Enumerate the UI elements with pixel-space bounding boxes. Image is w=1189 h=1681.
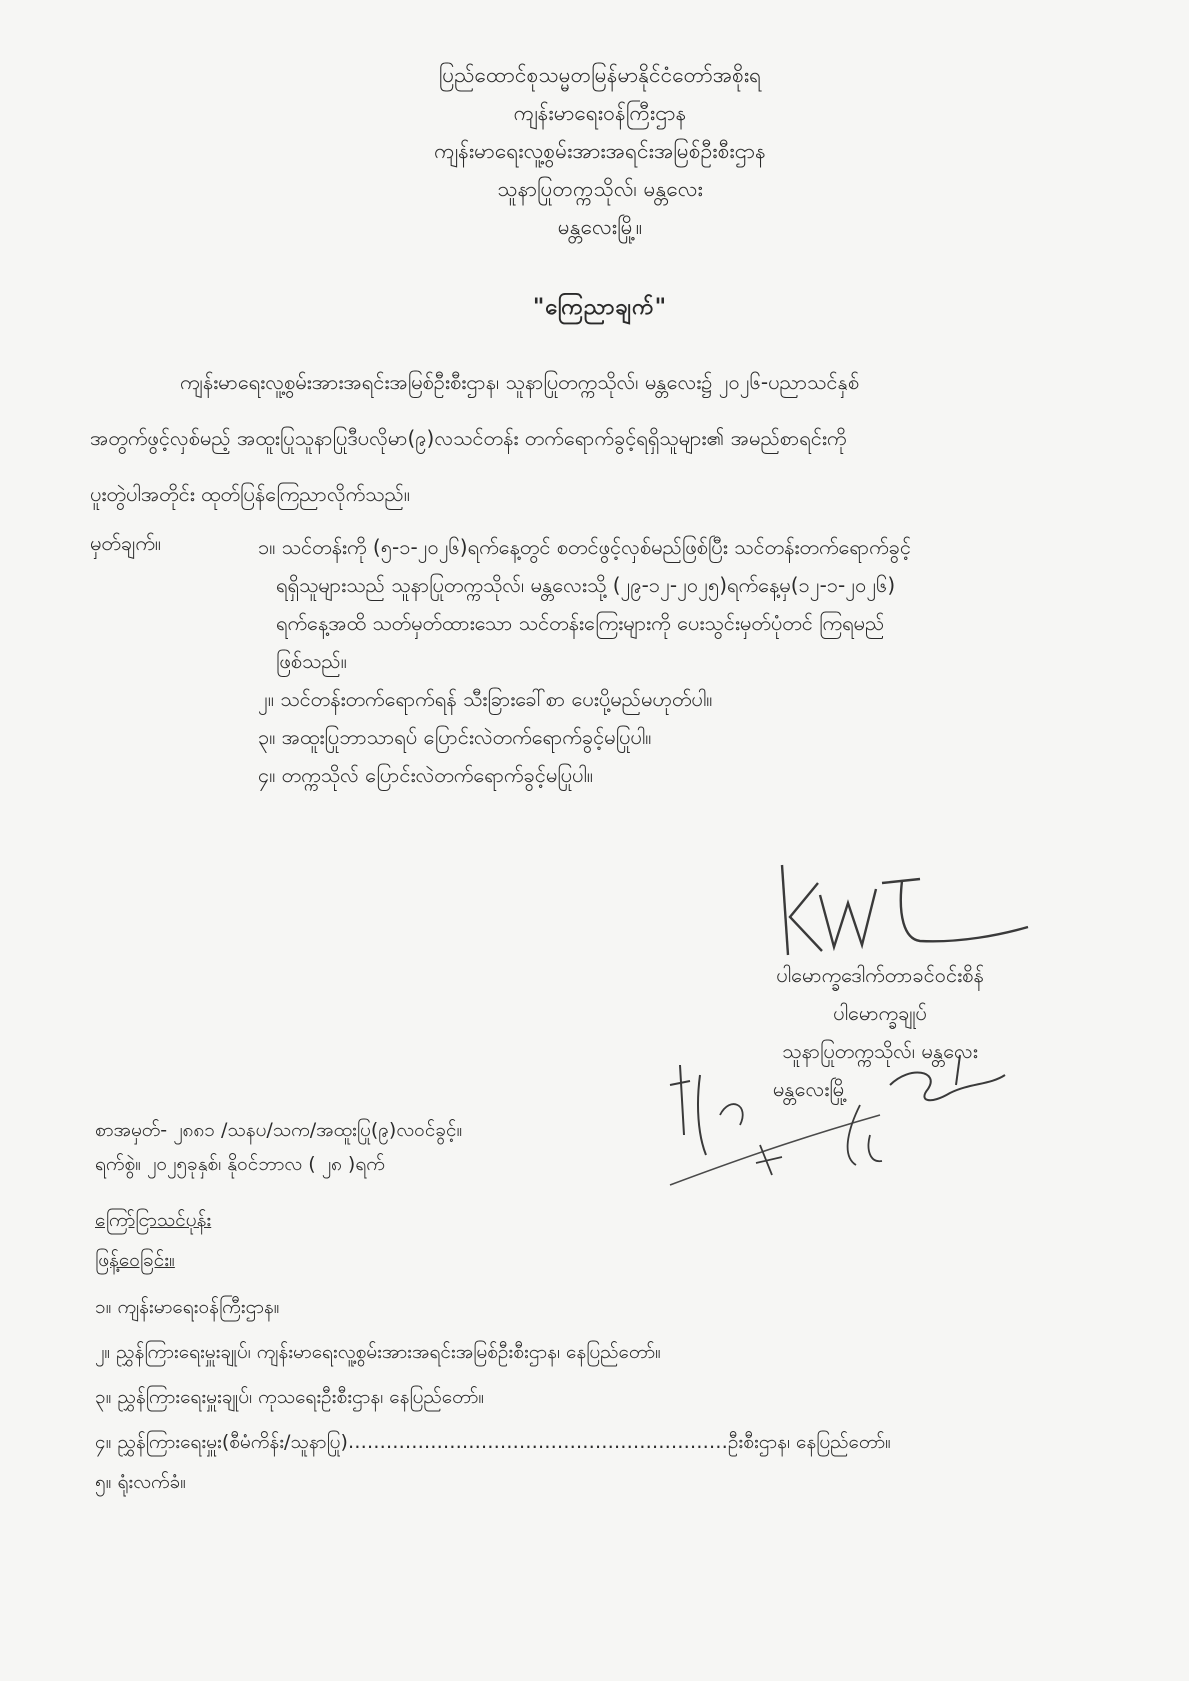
- signatory-name: ပါမောက္ခဒေါက်တာခင်ဝင်းစိန်: [776, 963, 984, 987]
- document-title: "ကြေညာချက်": [532, 295, 668, 320]
- header-department: ကျန်းမာရေးလူ့စွမ်းအားအရင်းအမြစ်ဦးစီးဌာန: [434, 139, 766, 163]
- notes-label: မှတ်ချက်။: [90, 531, 161, 555]
- letter-date: ရက်စွဲ။ ၂၀၂၅ခုနှစ်၊ နိုဝင်ဘာလ ( ၂၈ )ရက်: [95, 1153, 385, 1175]
- notice-board-heading: ကြော်ငြာသင်ပုန်း: [95, 1209, 212, 1231]
- note-1-line-4: ဖြစ်သည်။: [276, 649, 347, 673]
- signatory-city: မန္တလေးမြို့: [772, 1077, 848, 1101]
- countersignature-scribble: [660, 1045, 1040, 1195]
- note-4: ၄။ တက္ကသိုလ် ပြောင်းလဲတက်ရောက်ခွင့်မပြုပါ။: [258, 763, 593, 787]
- letter-number: စာအမှတ်- ၂၈၈၁ /သနပ/သက/အထူးပြု(၉)လဝင်ခွင့်။: [95, 1119, 463, 1141]
- paragraph-line: [90, 354, 1100, 410]
- note-2: ၂။ သင်တန်းတက်ရောက်ရန် သီးခြားခေါ်စာ ပေးပို့မည်မဟုတ်ပါ။: [258, 687, 713, 711]
- announcement-paragraph: [90, 354, 1100, 522]
- header-city: မန္တလေးမြို့။: [557, 215, 643, 239]
- header-university: သူနာပြုတက္ကသိုလ်၊ မန္တလေး: [497, 177, 703, 201]
- signature-initials: [770, 855, 1030, 965]
- distribution-heading: ဖြန့်ဝေခြင်း။: [95, 1249, 175, 1271]
- note-3: ၃။ အထူးပြုဘာသာရပ် ပြောင်းလဲတက်ရောက်ခွင့်မပြုပါ။: [258, 725, 652, 749]
- distribution-item: ၃။ ညွှန်ကြားရေးမှူးချုပ်၊ ကုသရေးဦးစီးဌာန၊ နေပြည်တော်။: [95, 1386, 485, 1408]
- paragraph-line: အတွက်ဖွင့်လှစ်မည့် အထူးပြုသူနာပြုဒီပလိုမာ(၉)လသင်တန်း တက်ရောက်ခွင့်ရရှိသူများ၏ အမည်စာရင်းကို: [90, 426, 847, 450]
- paragraph-line-1: ကျန်းမာရေးလူ့စွမ်းအားအရင်းအမြစ်ဦးစီးဌာန၊ သူနာပြုတက္ကသိုလ်၊ မန္တလေး၌ ၂၀၂၆-ပညာသင်နှစ်: [180, 370, 860, 394]
- header-government: ပြည်ထောင်စုသမ္မတမြန်မာနိုင်ငံတော်အစိုးရ: [438, 63, 762, 87]
- distribution-item: ၂။ ညွှန်ကြားရေးမှူးချုပ်၊ ကျန်းမာရေးလူ့စွမ်းအားအရင်းအမြစ်ဦးစီးဌာန၊ နေပြည်တော်။: [95, 1341, 661, 1363]
- distribution-item: ၄။ ညွှန်ကြားရေးမှူး(စီမံကိန်း/သူနာပြု)……………………………………………………ဦးစီးဌာန၊ နေပြည်တော်။: [95, 1431, 891, 1453]
- distribution-item: ၁။ ကျန်းမာရေးဝန်ကြီးဌာန။: [95, 1296, 280, 1318]
- note-1-line-2: ရရှိသူများသည် သူနာပြုတက္ကသိုလ်၊ မန္တလေးသို့ (၂၉-၁၂-၂၀၂၅)ရက်နေ့မှ(၁၂-၁-၂၀၂၆): [276, 573, 896, 597]
- header-ministry: ကျန်းမာရေးဝန်ကြီးဌာန: [513, 101, 687, 125]
- distribution-item: ၅။ ရုံးလက်ခံ။: [95, 1471, 187, 1493]
- signatory-organization: သူနာပြုတက္ကသိုလ်၊ မန္တလေး: [782, 1039, 978, 1063]
- signatory-position: ပါမောက္ခချုပ်: [833, 1001, 927, 1025]
- note-1-line-3: ရက်နေ့အထိ သတ်မှတ်ထားသော သင်တန်းကြေးများကို ပေးသွင်းမှတ်ပုံတင် ကြရမည်: [276, 611, 885, 635]
- paragraph-line: ပူးတွဲပါအတိုင်း ထုတ်ပြန်ကြေညာလိုက်သည်။: [90, 482, 410, 506]
- note-1-line-1: ၁။ သင်တန်းကို (၅-၁-၂၀၂၆)ရက်နေ့တွင် စတင်ဖွင့်လှစ်မည်ဖြစ်ပြီး သင်တန်းတက်ရောက်ခွင့်: [258, 535, 911, 559]
